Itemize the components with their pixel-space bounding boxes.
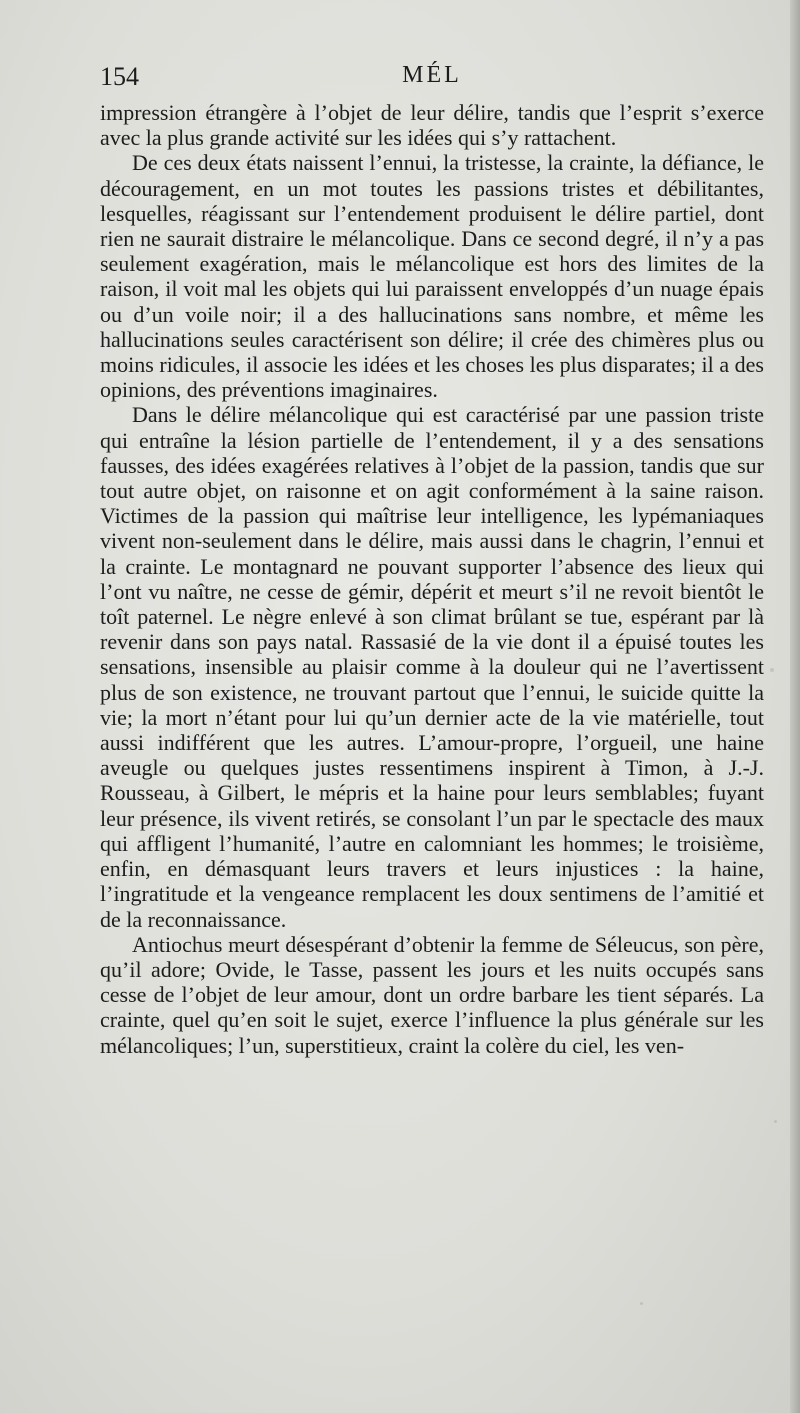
page-number: 154	[100, 62, 139, 91]
paragraph: De ces deux états naissent l’ennui, la tristesse, la crainte, la défiance, le découragement, en un mot toutes les passions tristes et débilitantes, lesquelles, réagissant sur l’entendement produisent le délire partiel, dont rien ne saurait distraire le mélancolique. Dans ce second degré, il n’y a pas seulement exagération, mais le mélancolique est hors des limites de la raison, il voit mal les objets qui lui paraissent enveloppés d’un nuage épais ou d’un voile noir; il a des hallucinations sans nombre, et même les hallucinations seules caractérisent son délire; il crée des chimères plus ou moins ridicules, il associe les idées et les choses les plus disparates; il a des opinions, des préventions imaginaires.	[100, 150, 764, 403]
page-header	[100, 62, 764, 96]
paper-spot	[640, 1302, 643, 1305]
paragraph: Antiochus meurt désespérant d’obtenir la femme de Séleucus, son père, qu’il adore; Ovide, le Tasse, passent les jours et les nuits occupés sans cesse de l’objet de leur amour, dont un ordre barbare les tient séparés. La crainte, quel qu’en soit le sujet, exerce l’influence la plus générale sur les mélancoliques; l’un, superstitieux, craint la colère du ciel, les ven-	[100, 931, 764, 1058]
paper-spot	[774, 1120, 777, 1123]
body-text	[100, 100, 764, 1058]
running-head: MÉL	[402, 62, 462, 88]
page-edge-shadow	[790, 0, 800, 1413]
paragraph: Dans le délire mélancolique qui est caractérisé par une passion triste qui entraîne la lésion partielle de l’entendement, il y a des sensations fausses, des idées exagérées relatives à l’objet de la passion, tandis que sur tout autre objet, on raisonne et on agit conformément à la saine raison. Victimes de la passion qui maîtrise leur intelligence, les lypémaniaques vivent non-seulement dans le délire, mais aussi dans le chagrin, l’ennui et la crainte. Le montagnard ne pouvant supporter l’absence des lieux qui l’ont vu naître, ne cesse de gémir, dépérit et meurt s’il ne revoit bientôt le toît paternel. Le nègre enlevé à son climat brûlant se tue, espérant par là revenir dans son pays natal. Rassasié de la vie dont il a épuisé toutes les sensations, insensible au plaisir comme à la douleur qui ne l’avertissent plus de son existence, ne trouvant partout que l’ennui, le suicide quitte la vie; la mort n’étant pour lui qu’un dernier acte de la vie matérielle, tout aussi indifférent que les autres. L’amour-propre, l’orgueil, une haine aveugle ou quelques justes ressentimens inspirent à Timon, à J.-J. Rousseau, à Gilbert, le mépris et la haine pour leurs semblables; fuyant leur présence, ils vivent retirés, se consolant l’un par le spectacle des maux qui affligent l’humanité, l’autre en calomniant les hommes; le troisième, enfin, en démasquant leurs travers et leurs injustices : la haine, l’ingratitude et la vengeance remplacent les doux sentimens de l’amitié et de la reconnaissance.	[100, 402, 764, 932]
paper-spot	[770, 668, 774, 672]
paragraph-continuation: impression étrangère à l’objet de leur délire, tandis que l’esprit s’exerce avec la plus grande activité sur les idées qui s’y rattachent.	[100, 100, 764, 151]
